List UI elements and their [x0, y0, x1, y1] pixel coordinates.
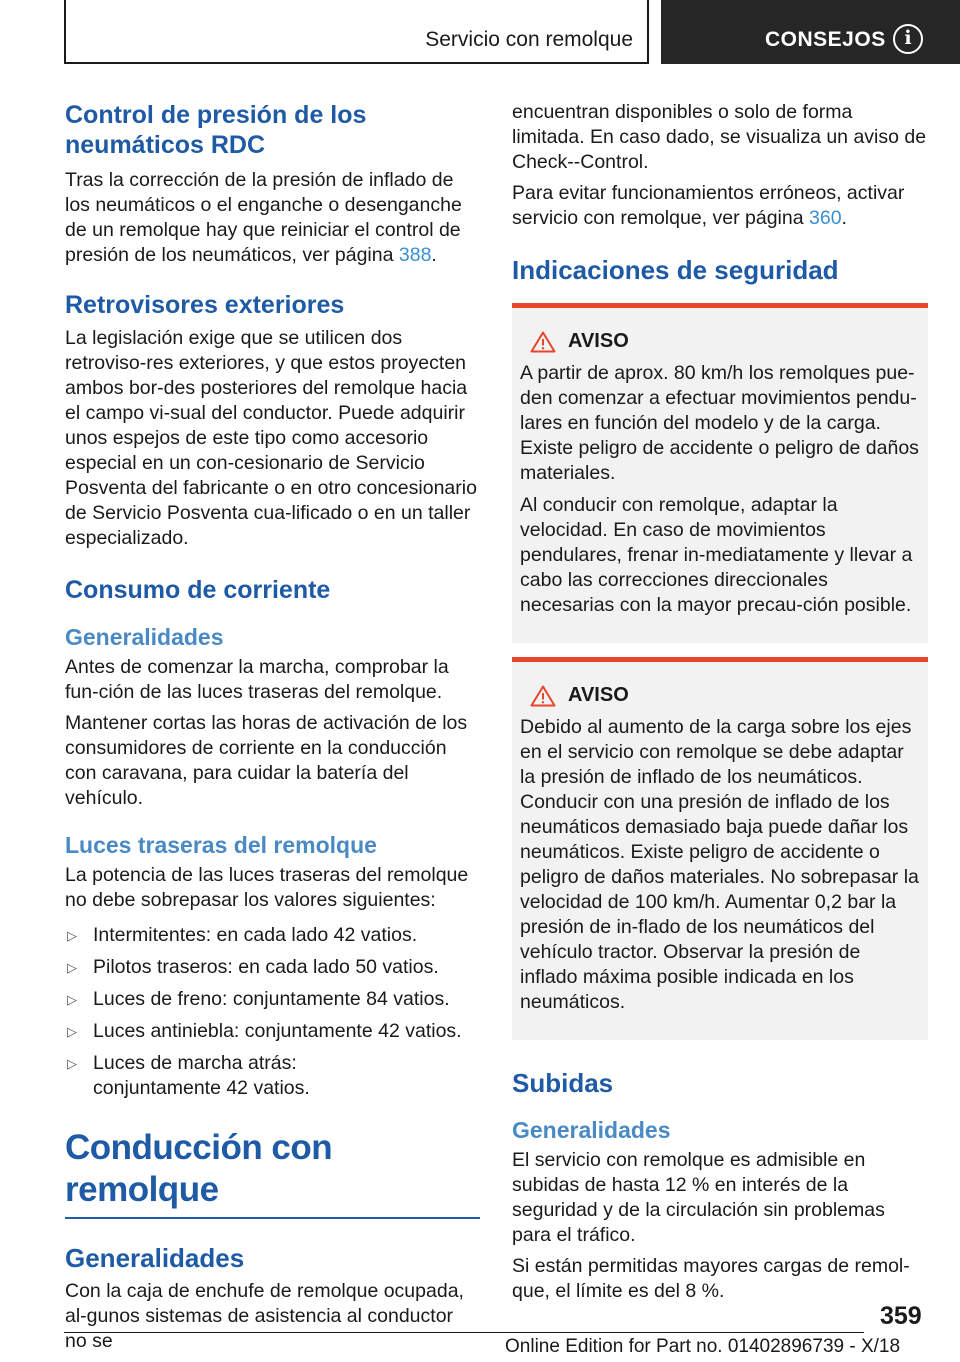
list-item: ▷ Luces de marcha atrás: conjuntamente 42 vatios. — [67, 1052, 310, 1099]
warning-title: AVISO — [568, 330, 629, 352]
list-item: ▷ Luces antiniebla: conjuntamente 42 vatios. — [67, 1020, 462, 1042]
header-section-box — [64, 0, 649, 64]
warning-box-1 — [512, 303, 928, 643]
page-number: 359 — [880, 1302, 922, 1330]
list-item: ▷ Luces de freno: conjuntamente 84 vatios. — [67, 988, 450, 1010]
list-item: ▷ Pilotos traseros: en cada lado 50 vatios. — [67, 956, 439, 978]
warning-header — [520, 330, 920, 353]
generalidades-3-paragraph-1: El servicio con remolque es admisible en subidas de hasta 12 % en interés de la seguridad y de la circulación sin problemas para el tráfico. — [512, 1149, 885, 1246]
page-link-388[interactable]: 388 — [398, 244, 432, 266]
generalidades-3-paragraph-2: Si están permitidas mayores cargas de remol-que, el límite es del 8 %. — [512, 1255, 910, 1302]
footer-edition: Online Edition for Part no. 01402896739 - X/18 — [505, 1336, 901, 1357]
consumo-heading: Consumo de corriente — [65, 576, 331, 604]
header-chapter-title: CONSEJOS — [765, 28, 886, 51]
generalidades-3-heading: Generalidades — [512, 1117, 671, 1143]
triangle-bullet-icon: ▷ — [67, 1056, 77, 1071]
luces-heading: Luces traseras del remolque — [65, 832, 377, 858]
info-icon: i — [893, 24, 923, 54]
luces-list — [65, 923, 480, 1101]
generalidades-heading: Generalidades — [65, 624, 224, 650]
header-chapter-box — [661, 0, 960, 64]
mirrors-paragraph: La legislación exige que se utilicen dos retroviso-res exteriores, y que estos proyecten ambos bor-des posteriores del remolque hacia el campo vi-sual del conductor. Puede adquirir unos espejos de este tipo como accesorio especial en un con-cesionario de Servicio Posventa del fabricante o en otro concesionario de Servicio Posventa cua-lificado o en un taller especializado. — [65, 327, 477, 549]
warning-title: AVISO — [568, 684, 629, 706]
conduccion-heading-block — [65, 1127, 480, 1219]
warning-triangle-icon — [530, 331, 556, 353]
subidas-heading: Subidas — [512, 1068, 614, 1098]
conduccion-heading: Conducción con remolque — [65, 1128, 333, 1209]
triangle-bullet-icon: ▷ — [67, 960, 77, 975]
seguridad-heading: Indicaciones de seguridad — [512, 255, 839, 285]
left-column — [65, 100, 480, 1360]
header-section-title: Servicio con remolque — [425, 28, 633, 51]
triangle-bullet-icon: ▷ — [67, 928, 77, 943]
warning-header — [520, 684, 920, 707]
triangle-bullet-icon: ▷ — [67, 992, 77, 1007]
generalidades-paragraph-2: Mantener cortas las horas de activación de los consumidores de corriente en la conducción con caravana, para cuidar la batería del vehículo. — [65, 712, 468, 809]
triangle-bullet-icon: ▷ — [67, 1024, 77, 1039]
page-link-360[interactable]: 360 — [809, 207, 842, 229]
right-column — [512, 100, 928, 1310]
warning-paragraph: A partir de aprox. 80 km/h los remolques pue-den comenzar a efectuar movimientos pendu-lares en función del modelo y de la carga. Existe peligro de accidente o peligro de daños materiales. — [520, 362, 919, 484]
evitar-paragraph: Para evitar funcionamientos erróneos, activar servicio con remolque, ver página 360. — [512, 182, 905, 229]
luces-paragraph: La potencia de las luces traseras del remolque no debe sobrepasar los valores siguientes: — [65, 864, 469, 911]
generalidades-2-heading: Generalidades — [65, 1243, 245, 1273]
warning-box-2 — [512, 657, 928, 1040]
continuation-paragraph: encuentran disponibles o solo de forma limitada. En caso dado, se visualiza un aviso de Check--Control. — [512, 101, 927, 173]
list-item: ▷ Intermitentes: en cada lado 42 vatios. — [67, 924, 418, 946]
rdc-heading: Control de presión de los neumáticos RDC — [65, 101, 367, 159]
generalidades-paragraph-1: Antes de comenzar la marcha, comprobar la fun-ción de las luces traseras del remolque. — [65, 656, 449, 703]
warning-paragraph: Al conducir con remolque, adaptar la velocidad. En caso de movimientos pendulares, frenar in-mediatamente y llevar a cabo las correcciones direccionales necesarias con la mayor precau-ción posible. — [520, 494, 913, 616]
warning-triangle-icon — [530, 685, 556, 707]
footer-rule — [64, 1332, 864, 1333]
rdc-paragraph: Tras la corrección de la presión de inflado de los neumáticos o el enganche o desenganche de un remolque hay que reiniciar el control de presión de los neumáticos, ver página 388. — [65, 169, 462, 266]
generalidades-2-paragraph: Con la caja de enchufe de remolque ocupada, al-gunos sistemas de asistencia al conductor no se — [65, 1280, 464, 1352]
page-header — [0, 0, 960, 66]
warning-paragraph: Debido al aumento de la carga sobre los ejes en el servicio con remolque se debe adaptar la presión de inflado de los neumáticos. Conducir con una presión de inflado de los neumáticos demasiado baja puede dañar los neumáticos. Existe peligro de accidente o peligro de daños materiales. No sobrepasar la velocidad de 100 km/h. Aumentar 0,2 bar la presión de in-flado de los neumáticos del vehículo tractor. Observar la presión de inflado máxima posible indicada en los neumáticos. — [520, 716, 919, 1013]
mirrors-heading: Retrovisores exteriores — [65, 291, 345, 319]
